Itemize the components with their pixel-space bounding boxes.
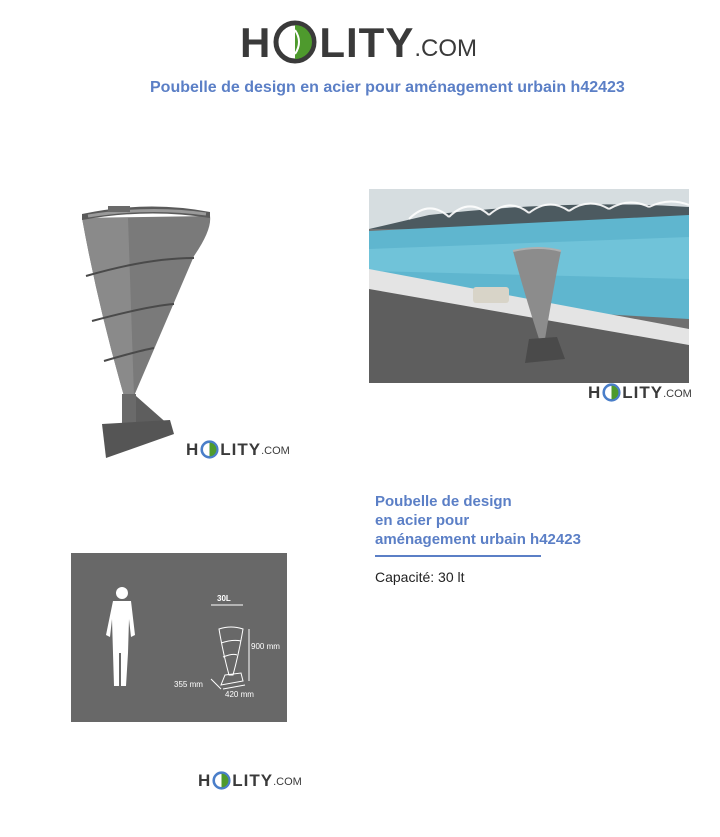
page-title: Poubelle de design en acier pour aménagement urbain h42423 xyxy=(150,79,625,96)
description-title xyxy=(375,492,615,549)
logo-suffix: .COM xyxy=(273,776,302,788)
capacity-spec xyxy=(375,569,615,585)
logo-suffix: .COM xyxy=(261,445,290,457)
capacity-dim-label: 30L xyxy=(217,594,231,603)
logo-text-right: LITY xyxy=(622,383,664,402)
product-description xyxy=(375,492,615,585)
logo-text-left: H xyxy=(186,440,200,459)
logo-text-right: LITY xyxy=(319,19,415,66)
logo-text-right: LITY xyxy=(220,440,262,459)
capacity-value: 30 lt xyxy=(438,569,465,585)
leaf-ring-icon xyxy=(200,440,219,459)
width-dim-label: 420 mm xyxy=(225,690,254,699)
description-title-line: Poubelle de design xyxy=(375,493,512,510)
dimension-diagram xyxy=(71,553,287,722)
product-image-bin xyxy=(78,196,218,464)
capacity-label: Capacité: xyxy=(375,569,435,585)
depth-dim-label: 355 mm xyxy=(174,680,203,689)
logo-suffix: .COM xyxy=(414,35,478,62)
logo-text-left: H xyxy=(198,771,212,790)
logo-text-left: H xyxy=(240,19,272,66)
leaf-ring-icon xyxy=(602,383,621,402)
height-dim-label: 900 mm xyxy=(251,642,280,651)
person-silhouette-icon xyxy=(106,587,135,686)
leaf-ring-icon xyxy=(273,20,317,64)
logo-text-right: LITY xyxy=(232,771,274,790)
description-title-line: en acier pour xyxy=(375,512,470,529)
logo-suffix: .COM xyxy=(663,388,692,400)
holity-logo[interactable] xyxy=(240,14,477,66)
holity-logo-small[interactable] xyxy=(198,771,302,790)
description-title-line: aménagement urbain h42423 xyxy=(375,531,581,548)
logo-text-left: H xyxy=(588,383,602,402)
title-underline xyxy=(375,555,541,557)
product-photo-urban-setting xyxy=(369,189,689,383)
holity-logo-small[interactable] xyxy=(186,440,290,459)
holity-logo-small[interactable] xyxy=(588,383,692,402)
leaf-ring-icon xyxy=(212,771,231,790)
